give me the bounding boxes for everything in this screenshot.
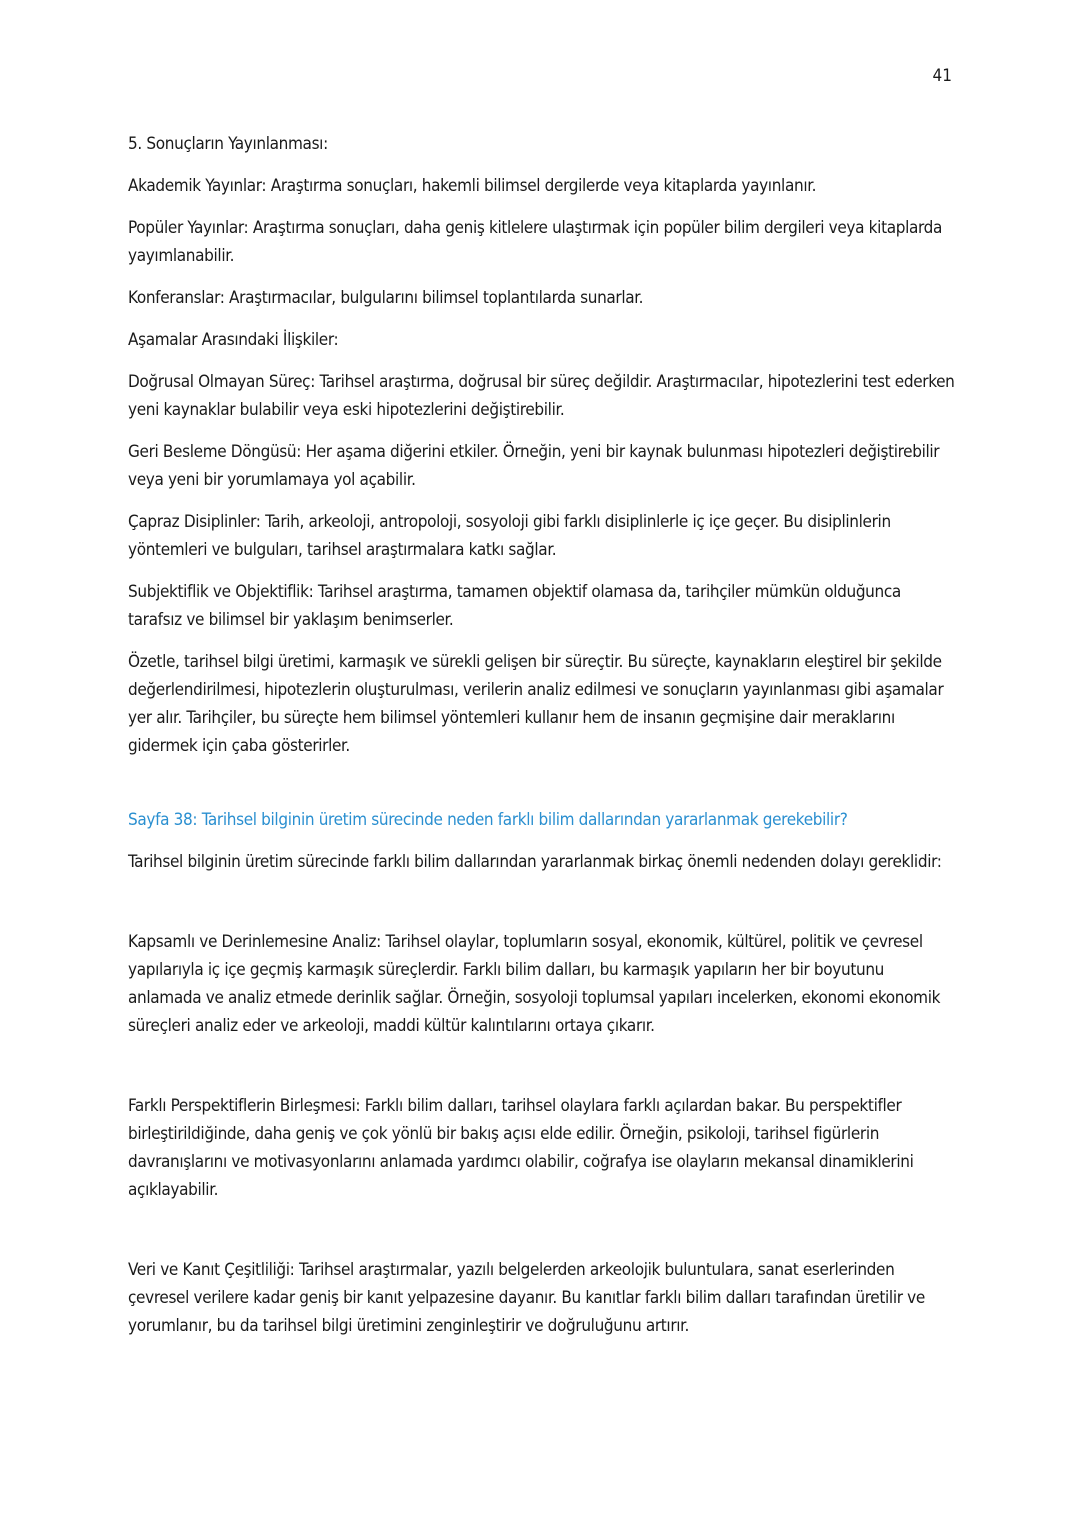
relations-heading: Aşamalar Arasındaki İlişkiler: <box>128 330 339 350</box>
page-content <box>128 130 958 1354</box>
paragraph-academic-publications: Akademik Yayınlar: Araştırma sonuçları, hakemli bilimsel dergilerde veya kitaplarda yayınlanır. <box>128 176 817 196</box>
paragraph-cross-disciplines: Çapraz Disiplinler: Tarih, arkeoloji, antropoloji, sosyoloji gibi farklı disiplinlerle iç içe geçer. Bu disiplinlerin yöntemleri ve bulguları, tarihsel araştırmalara katkı sağlar. <box>128 512 891 560</box>
paragraph-feedback-loop: Geri Besleme Döngüsü: Her aşama diğerini etkiler. Örneğin, yeni bir kaynak bulunması hipotezleri değiştirebilir veya yeni bir yorumlamaya yol açabilir. <box>128 442 940 490</box>
page-number: 41 <box>932 66 952 86</box>
paragraph-perspectives: Farklı Perspektiflerin Birleşmesi: Farklı bilim dalları, tarihsel olaylara farklı açılardan bakar. Bu perspektifler birleştirildiğinde, daha geniş ve çok yönlü bir bakış açısı elde edilir. Örneğin, psikoloji, tarihsel figürlerin davranışlarını ve motivasyonlarını anlamada yardımcı olabilir, coğrafya ise olayların mekansal dinamiklerini açıklayabilir. <box>128 1096 914 1200</box>
paragraph-summary: Özetle, tarihsel bilgi üretimi, karmaşık ve sürekli gelişen bir süreçtir. Bu süreçte, kaynakların eleştirel bir şekilde değerlendirilmesi, hipotezlerin oluşturulması, verilerin analiz edilmesi ve sonuçların yayınlanması gibi aşamalar yer alır. Tarihçiler, bu süreçte hem bilimsel yöntemleri kullanır hem de insanın geçmişine dair meraklarını gidermek için çaba gösterirler. <box>128 652 944 756</box>
paragraph-subjectivity: Subjektiflik ve Objektiflik: Tarihsel araştırma, tamamen objektif olamasa da, tarihçiler mümkün olduğunca tarafsız ve bilimsel bir yaklaşım benimserler. <box>128 582 901 630</box>
paragraph-evidence-diversity: Veri ve Kanıt Çeşitliliği: Tarihsel araştırmalar, yazılı belgelerden arkeolojik buluntulara, sanat eserlerinden çevresel verilere kadar geniş bir kanıt yelpazesine dayanır. Bu kanıtlar farklı bilim dalları tarafından üretilir ve yorumlanır, bu da tarihsel bilgi üretimini zenginleştirir ve doğruluğunu artırır. <box>128 1260 925 1336</box>
question-heading: Sayfa 38: Tarihsel bilginin üretim sürecinde neden farklı bilim dallarından yararlanmak gerekebilir? <box>128 810 848 830</box>
paragraph-popular-publications: Popüler Yayınlar: Araştırma sonuçları, daha geniş kitlelere ulaştırmak için popüler bilim dergileri veya kitaplarda yayımlanabilir. <box>128 218 943 266</box>
paragraph-nonlinear-process: Doğrusal Olmayan Süreç: Tarihsel araştırma, doğrusal bir süreç değildir. Araştırmacılar, hipotezlerini test ederken yeni kaynaklar bulabilir veya eski hipotezlerini değiştirebilir. <box>128 372 955 420</box>
paragraph-comprehensive-analysis: Kapsamlı ve Derinlemesine Analiz: Tarihsel olaylar, toplumların sosyal, ekonomik, kültürel, politik ve çevresel yapılarıyla iç içe geçmiş karmaşık süreçlerdir. Farklı bilim dalları, bu karmaşık yapıların her bir boyutunu anlamada ve analiz etmede derinlik sağlar. Örneğin, sosyoloji toplumsal yapıları incelerken, ekonomi ekonomik süreçleri analiz eder ve arkeoloji, maddi kültür kalıntılarını ortaya çıkarır. <box>128 932 941 1036</box>
results-heading: 5. Sonuçların Yayınlanması: <box>128 134 328 154</box>
paragraph-conferences: Konferanslar: Araştırmacılar, bulgularını bilimsel toplantılarda sunarlar. <box>128 288 644 308</box>
answer-intro: Tarihsel bilginin üretim sürecinde farklı bilim dallarından yararlanmak birkaç önemli nedenden dolayı gereklidir: <box>128 852 942 872</box>
